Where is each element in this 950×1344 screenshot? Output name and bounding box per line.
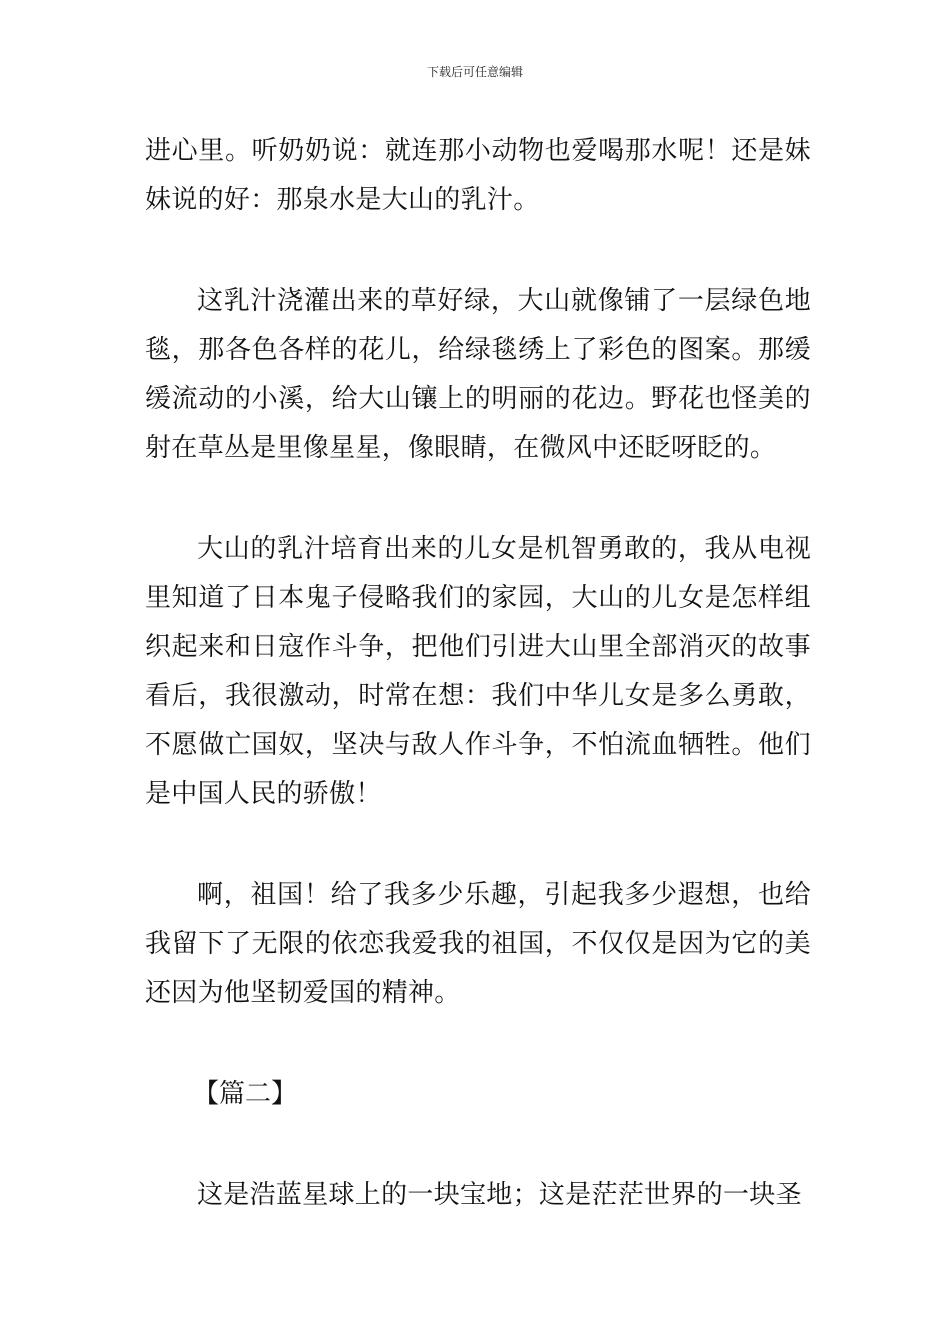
paragraph-5: 这是浩蓝星球上的一块宝地；这是茫茫世界的一块圣 [197, 1180, 802, 1210]
paragraph-2: 这乳汁浇灌出来的草好绿，大山就像铺了一层绿色地毯，那各色各样的花儿，给绿毯绣上了彩色的图案。那缓缓流动的小溪，给大山镶上的明丽的花边。野花也怪美的射在草丛是里像星星，像眼睛，在微风中还眨呀眨的。 [145, 286, 811, 463]
document-body [145, 127, 811, 1220]
paragraph-3: 大山的乳汁培育出来的儿女是机智勇敢的，我从电视里知道了日本鬼子侵略我们的家园，大山的儿女是怎样组织起来和日寇作斗争，把他们引进大山里全部消灭的故事看后，我很激动，时常在想：我们中华儿女是多么勇敢，不愿做亡国奴，坚决与敌人作斗争，不怕流血牺牲。他们是中国人民的骄傲！ [145, 534, 811, 809]
paragraph-4: 啊，祖国！给了我多少乐趣，引起我多少遐想，也给我留下了无限的依恋我爱我的祖国，不仅仅是因为它的美还因为他坚韧爱国的精神。 [145, 880, 811, 1008]
page-header: 下载后可任意编辑 [426, 65, 523, 79]
paragraph-1: 进心里。听奶奶说：就连那小动物也爱喝那水呢！还是妹妹说的好：那泉水是大山的乳汁。 [145, 136, 811, 215]
section-heading: 【篇二】 [193, 1079, 298, 1109]
